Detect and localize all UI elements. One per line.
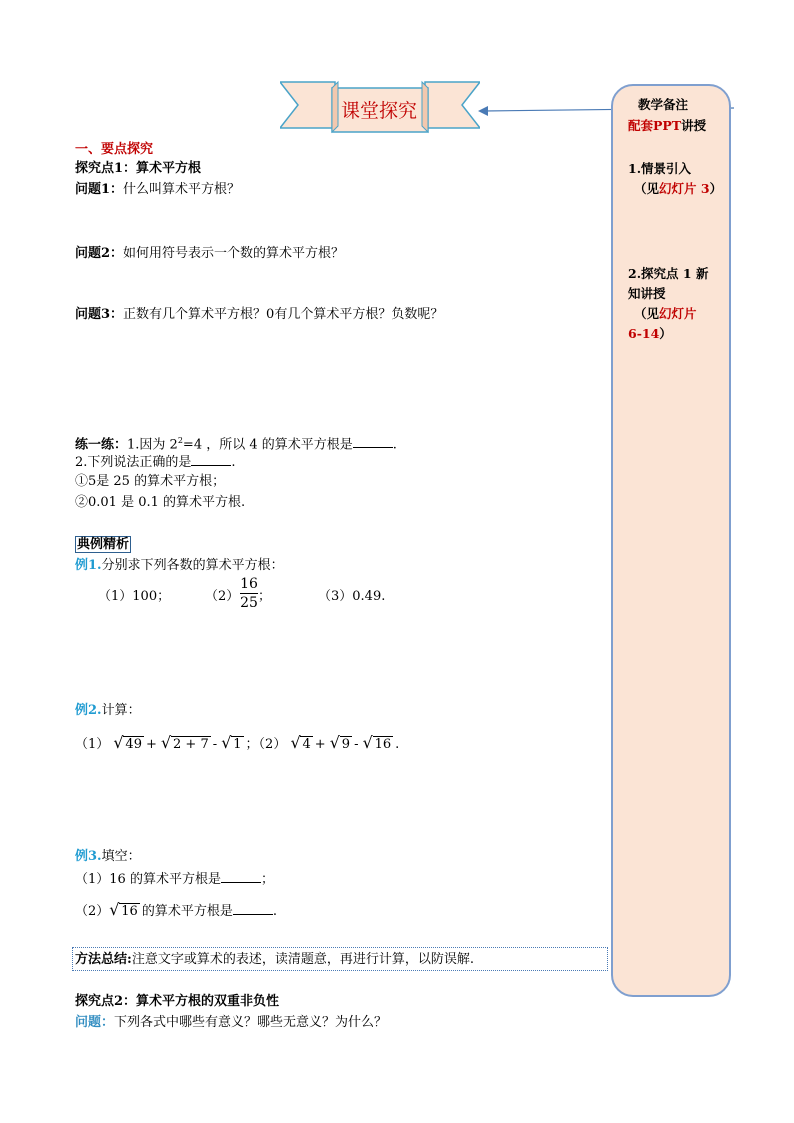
side-note-2-slides: 6-14） (628, 326, 672, 341)
banner-title: 课堂探究 (340, 99, 417, 122)
example-1: 例1.分别求下列各数的算术平方根： (75, 558, 284, 573)
point2-title: 探究点2：算术平方根的双重非负性 (75, 994, 280, 1009)
side-notes-panel (611, 84, 731, 997)
examples-tag: 典例精析 (77, 537, 130, 552)
sqrt-4: √ 4 (290, 733, 311, 752)
practice-item-2: 2.下列说法正确的是 . (75, 455, 236, 470)
example-3: 例3.填空： (75, 849, 141, 864)
question-1: 问题1：什么叫算术平方根？ (75, 182, 241, 197)
sqrt-9: √ 9 (329, 733, 351, 752)
practice-option-2: ②0.01 是 0.1 的算术平方根. (75, 495, 246, 510)
question-2: 问题2：如何用符号表示一个数的算术平方根？ (75, 246, 345, 261)
side-note-2b: 知讲授 (628, 286, 666, 301)
side-note-1: 1.情景引入 (628, 161, 692, 176)
sqrt-16: √ 16 (362, 733, 392, 752)
section-heading: 一、要点探究 (75, 142, 154, 157)
sqrt-2-plus-7: √ 2 + 7 (161, 733, 209, 752)
fraction-16-25: 16 25 (240, 576, 258, 611)
example-2-expressions: （1） √ 49 + √ 2 + 7 - √ 1 ；（2） √ 4 + √ 9 - √ 16 . (75, 733, 400, 752)
point2-question: 问题：下列各式中哪些有意义？哪些无意义？为什么？ (75, 1015, 388, 1030)
sqrt-49: √ 49 (113, 733, 142, 752)
sqrt-1: √ 1 (221, 733, 242, 752)
practice-option-1: ①5是 25 的算术平方根； (75, 474, 226, 489)
question-3: 问题3：正数有几个算术平方根？0有几个算术平方根？负数呢？ (75, 307, 444, 322)
side-title: 教学备注 (638, 97, 689, 112)
example-1-part-1: （1）100； (98, 589, 171, 604)
side-note-2: 2.探究点 1 新 (628, 266, 709, 281)
point1-title: 探究点1：算术平方根 (75, 161, 202, 176)
example-1-part-2-end: ； (258, 589, 272, 604)
side-note-2-ref: （见幻灯片 (634, 306, 697, 321)
example-2: 例2.计算： (75, 703, 141, 718)
side-ppt: 配套PPT讲授 (628, 118, 707, 133)
practice-item-1: 练一练：1.因为 $2^2=4$ ，所以 4 的算术平方根是 . (75, 436, 397, 453)
example-1-part-3: （3）0.49. (318, 589, 386, 604)
side-note-1-ref: （见幻灯片 3） (634, 181, 723, 196)
sqrt-16-q2: √ 16 (109, 900, 138, 919)
example-3-q1: （1）16 的算术平方根是 ； (75, 872, 274, 887)
example-1-part-2: （2） (205, 589, 240, 604)
method-summary: 方法总结:注意文字或算术的表述，读清题意，再进行计算，以防误解. (75, 952, 474, 967)
example-3-q2: （2） √ 16 的算术平方根是 . (75, 900, 277, 919)
